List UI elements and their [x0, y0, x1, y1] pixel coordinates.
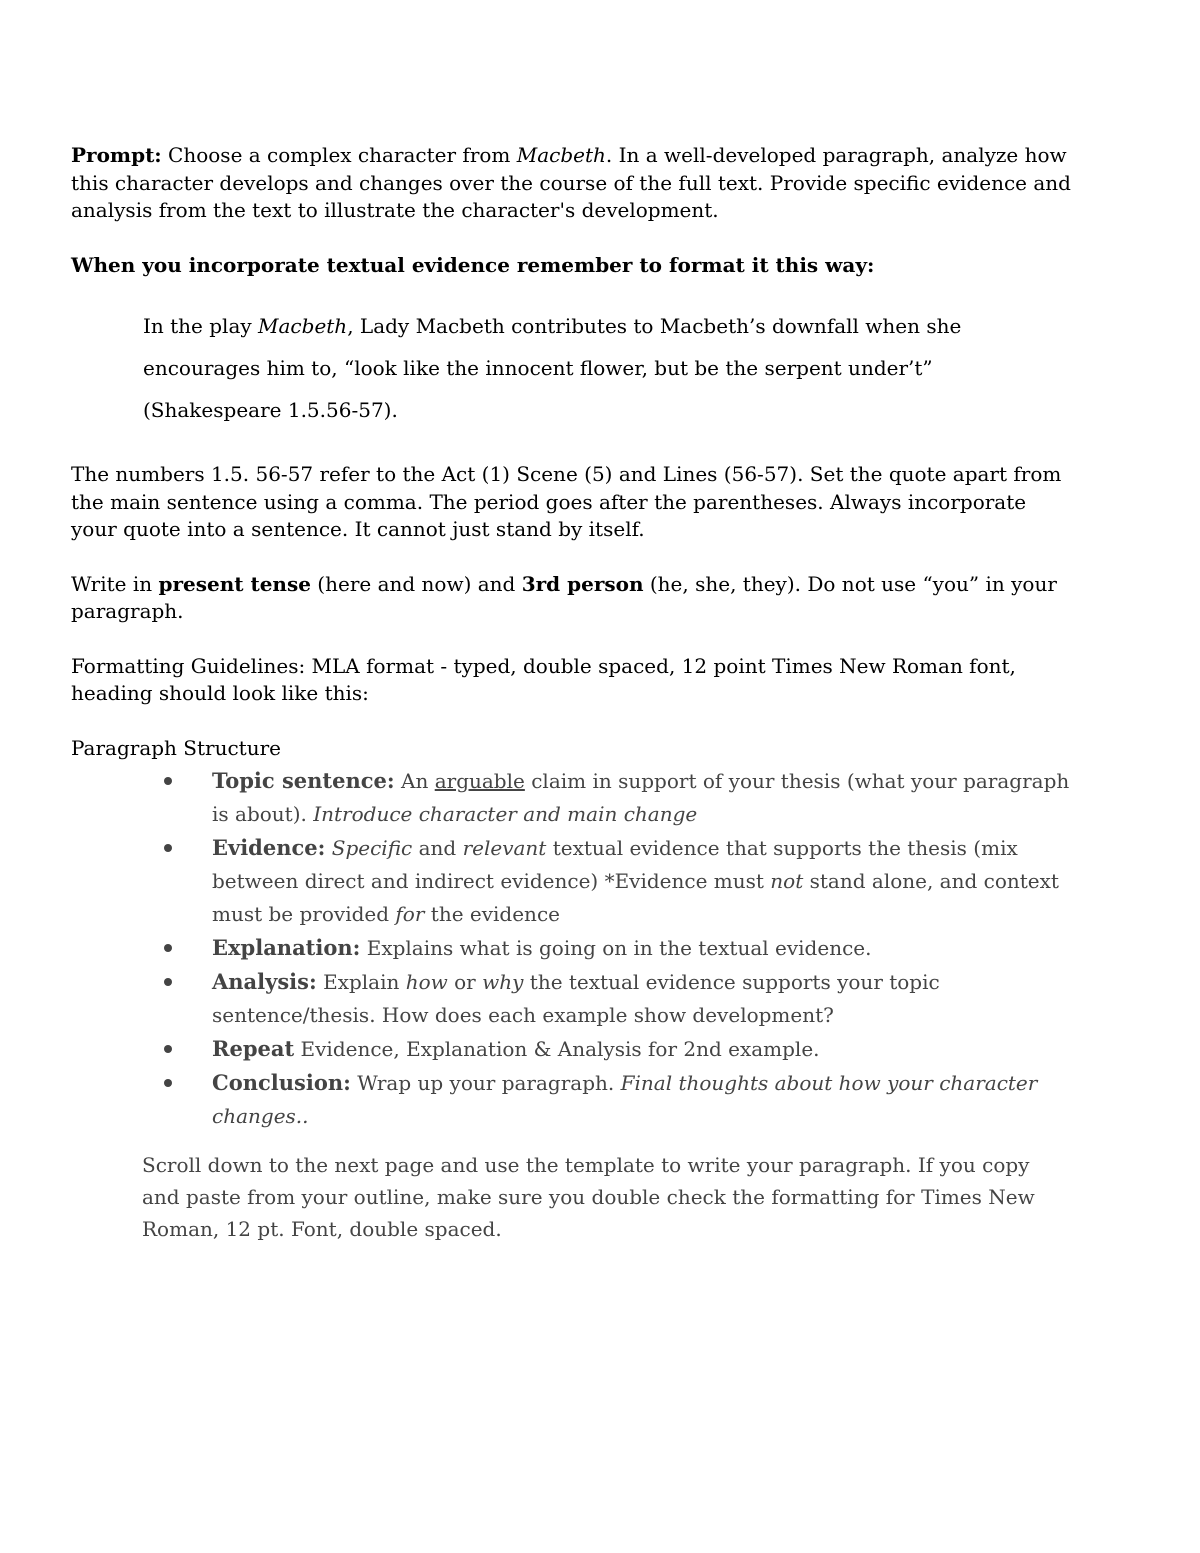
topic-italic: Introduce character and main change [313, 802, 698, 826]
bullet-icon [164, 1079, 172, 1087]
prompt-text-2: . In a well-developed paragraph, analyze how this character develops and changes over the course of the full text. Provide specific evidence and analysis from the text to illustrate the character's development. [71, 143, 1071, 222]
paragraph-structure-list [71, 764, 1071, 1133]
evidence-for: for [395, 902, 425, 926]
analysis-why: why [482, 970, 524, 994]
evidence-format-heading: When you incorporate textual evidence remember to format it this way: [71, 252, 875, 277]
conclusion-italic: Final thoughts about how your character changes.. [212, 1071, 1038, 1128]
third-person: 3rd person [521, 571, 644, 596]
list-item-topic-sentence [212, 764, 1071, 831]
evidence-text-4: the evidence [424, 902, 560, 926]
tense-text-3: (he, she, they). Do not use “you” in your paragraph. [71, 571, 1057, 623]
topic-text-1: An [394, 769, 435, 793]
list-item-repeat [212, 1032, 1071, 1066]
arguable-underlined: arguable [434, 769, 525, 793]
citation-explanation: The numbers 1.5. 56-57 refer to the Act (1) Scene (5) and Lines (56-57). Set the quote apart from the main sentence using a comma. The period goes after the parentheses. Always incorporate your quote into a sentence. It cannot just stand by itself. [71, 462, 1062, 541]
closing-instructions [142, 1149, 1071, 1245]
closing-text: Scroll down to the next page and use the template to write your paragraph. If you copy and paste from your outline, make sure you double check the formatting for Times New Roman, 12 pt. Font, double spaced. [142, 1153, 1035, 1241]
tense-text-2: (here and now) and [310, 571, 522, 596]
analysis-how: how [405, 970, 448, 994]
play-title: Macbeth [516, 143, 606, 167]
prompt-text: Choose a complex character from [161, 143, 517, 167]
tense-text-1: Write in [71, 571, 159, 596]
list-item-evidence [212, 831, 1071, 931]
prompt-paragraph [71, 142, 1071, 225]
analysis-text-1: Explain [316, 970, 406, 994]
repeat-label: Repeat [212, 1036, 295, 1061]
explanation-label: Explanation: [212, 935, 361, 960]
prompt-label: Prompt: [71, 143, 162, 167]
bullet-icon [164, 978, 172, 986]
formatting-guidelines: Formatting Guidelines: MLA format - typed, double spaced, 12 point Times New Roman font, heading should look like this: [71, 653, 1016, 705]
topic-label: Topic sentence: [212, 768, 395, 793]
list-item-conclusion [212, 1066, 1071, 1133]
example-play-title: Macbeth [258, 314, 348, 338]
evidence-not: not [770, 869, 804, 893]
present-tense: present tense [158, 571, 311, 596]
tense-guideline [71, 571, 1071, 626]
list-item-explanation [212, 931, 1071, 965]
example-citation [143, 305, 1071, 431]
evidence-text-2: textual evidence that supports the thesis (mix between direct and indirect evidence) *Evidence must [212, 836, 1018, 893]
conclusion-text: Wrap up your paragraph. [350, 1071, 621, 1095]
evidence-specific: Specific [331, 836, 413, 860]
bullet-icon [164, 777, 172, 785]
document-content [71, 142, 1071, 1245]
analysis-text-2: or [447, 970, 483, 994]
evidence-label: Evidence: [212, 835, 326, 860]
bullet-icon [164, 944, 172, 952]
example-text-2: , Lady Macbeth contributes to Macbeth’s downfall when she encourages him to, “look like the innocent flower, but be the serpent under’t” (Shakespeare 1.5.56-57). [143, 314, 962, 422]
example-text-1: In the play [143, 314, 259, 338]
evidence-text-1: and [412, 836, 463, 860]
conclusion-label: Conclusion: [212, 1070, 351, 1095]
analysis-label: Analysis: [212, 969, 317, 994]
evidence-relevant: relevant [462, 836, 547, 860]
repeat-text: Evidence, Explanation & Analysis for 2nd example. [294, 1037, 820, 1061]
paragraph-structure-title: Paragraph Structure [71, 735, 281, 760]
evidence-text-3: stand alone, and context must be provided [212, 869, 1059, 926]
bullet-icon [164, 1045, 172, 1053]
bullet-icon [164, 844, 172, 852]
list-item-analysis [212, 965, 1071, 1032]
analysis-text-3: the textual evidence supports your topic sentence/thesis. How does each example show development? [212, 970, 940, 1027]
explanation-text: Explains what is going on in the textual evidence. [360, 936, 872, 960]
topic-text-2: claim in support of your thesis (what your paragraph is about). [212, 769, 1070, 826]
example-text [143, 305, 1071, 431]
